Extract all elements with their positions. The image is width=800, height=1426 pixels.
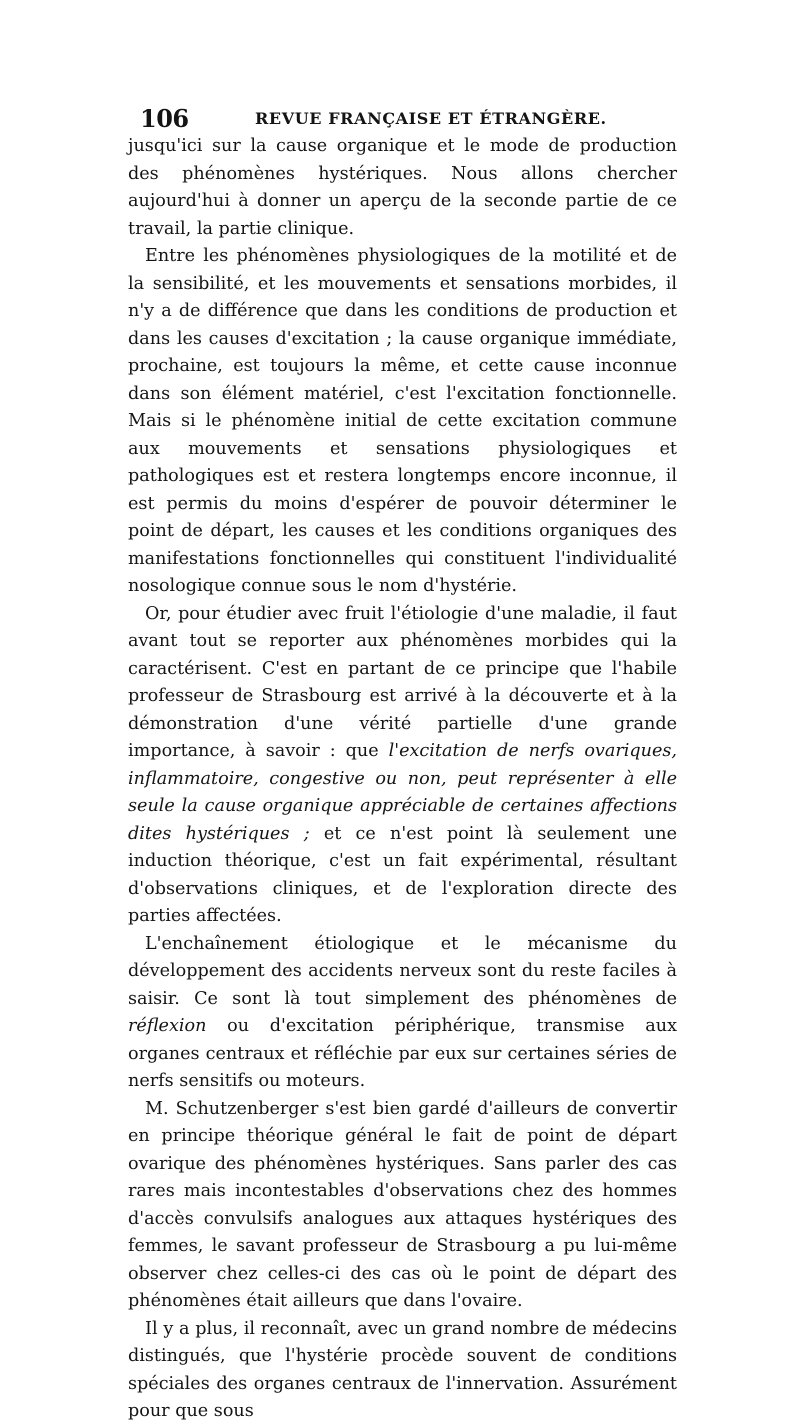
paragraph-4-text-b: ou d'excitation périphérique, transmise aux organes centraux et réfléchie par eux sur certaines séries de nerfs sensitifs ou moteurs. [128,1016,677,1091]
journal-title: REVUE FRANÇAISE ET ÉTRANGÈRE. [255,109,607,128]
paragraph-3-text-a: Or, pour étudier avec fruit l'étiologie d'une maladie, il faut avant tout se reporter aux phénomènes morbides qui la caractérisent. C'est en partant de ce principe que l'habile professeur de Strasbourg est arrivé à la découverte et à la démonstration d'une vérité partielle d'une grande importance, à savoir : que [128,603,677,761]
paragraph-5: M. Schutzenberger s'est bien gardé d'ailleurs de convertir en principe théorique général le fait de point de départ ovarique des phénomènes hystériques. Sans parler des cas rares mais incontestables d'observations chez des hommes d'accès convulsifs analogues aux attaques hystériques des femmes, le savant professeur de Strasbourg a pu lui-même observer chez celles-ci des cas où le point de départ des phénomènes était ailleurs que dans l'ovaire. [128,1098,677,1311]
page-number: 106 [140,104,189,133]
paragraph-4-emphasis: réflexion [128,1016,207,1036]
paragraph-1: jusqu'ici sur la cause organique et le mode de production des phénomènes hystériques. Nous allons chercher aujourd'hui à donner un aperçu de la seconde partie de ce travail, la partie clinique. [128,136,677,239]
paragraph-6: Il y a plus, il reconnaît, avec un grand nombre de médecins distingués, que l'hystérie procède souvent de conditions spéciales des organes centraux de l'innervation. Assurément pour que sous [128,1318,677,1421]
paragraph-3-emphasis: l'excitation de nerfs ovariques, inflammatoire, congestive ou non, peut représenter à elle seule la cause organique appréciable de certaines affections dites hystériques ; [128,741,678,844]
paragraph-4-text-a: L'enchaînement étiologique et le mécanisme du développement des accidents nerveux sont du reste faciles à saisir. Ce sont là tout simplement des phénomènes de [128,933,677,1009]
paragraph-3-text-b: et ce n'est point là seulement une induction théorique, c'est un fait expérimental, résultant d'observations cliniques, et de l'exploration directe des parties affectées. [128,823,677,926]
body-text [128,133,677,1426]
paragraph-3 [128,601,677,931]
paragraph-2: Entre les phénomènes physiologiques de la motilité et de la sensibilité, et les mouvements et sensations morbides, il n'y a de différence que dans les conditions de production et dans les causes d'excitation ; la cause organique immédiate, prochaine, est toujours la même, et cette cause inconnue dans son élément matériel, c'est l'excitation fonctionnelle. Mais si le phénomène initial de cette excitation commune aux mouvements et sensations physiologiques et pathologiques est et restera longtemps encore inconnue, il est permis du moins d'espérer de pouvoir déterminer le point de départ, les causes et les conditions organiques des manifestations fonctionnelles qui constituent l'individualité nosologique connue sous le nom d'hystérie. [128,246,677,596]
paragraph-4 [128,931,677,1096]
